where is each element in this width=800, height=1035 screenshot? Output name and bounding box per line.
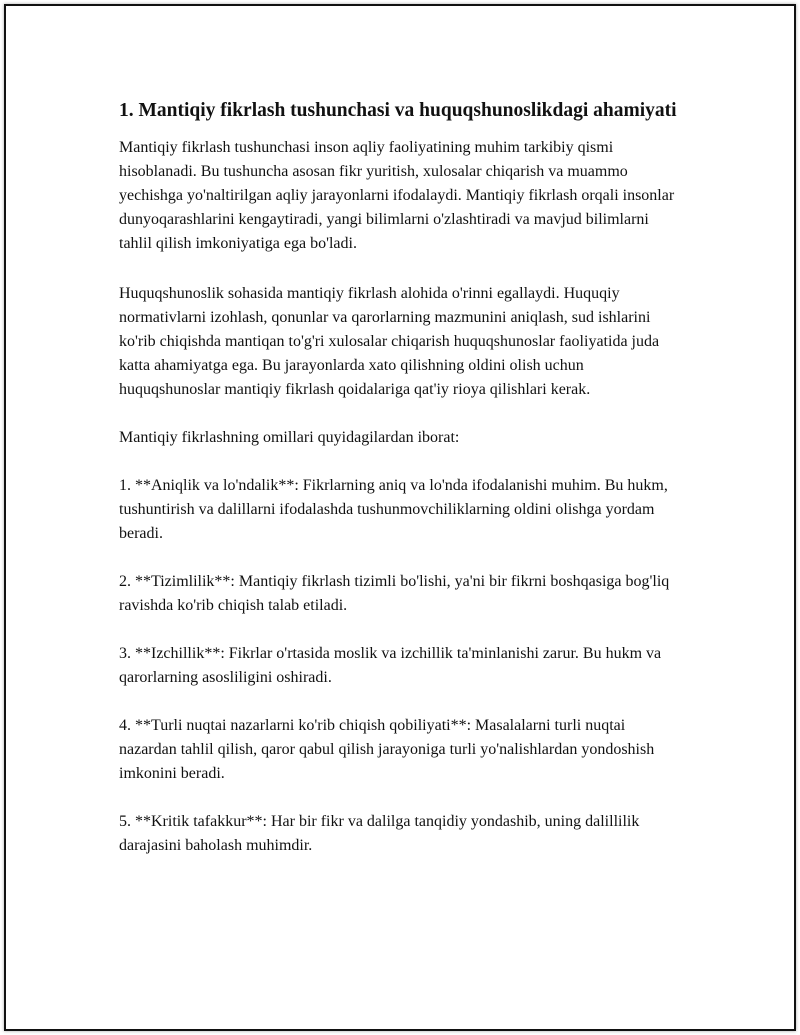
factor-item-accuracy: 1. **Aniqlik va lo'ndalik**: Fikrlarning aniq va lo'nda ifodalanishi muhim. Bu hukm, tushuntirish va dalillarni ifodalashda tushunmovchiliklarning oldini olishga yordam beradi. [119, 477, 668, 542]
factor-item-systematic: 2. **Tizimlilik**: Mantiqiy fikrlash tizimli bo'lishi, ya'ni bir fikrni boshqasiga bog'liq ravishda ko'rib chiqish talab etiladi. [119, 573, 670, 614]
paragraph-law: Huquqshunoslik sohasida mantiqiy fikrlash alohida o'rinni egallaydi. Huquqiy normativlarni izohlash, qonunlar va qarorlarning mazmunini aniqlash, sud ishlarini ko'rib chiqishda mantiqan to'g'ri xulosalar chiqarish huquqshunoslar faoliyatida juda katta ahamiyatga ega. Bu jarayonlarda xato qilishning oldini olish uchun huquqshunoslar mantiqiy fikrlash qoidalariga qat'iy rioya qilishlari kerak. [119, 285, 660, 398]
document-page [4, 4, 796, 1031]
document-body [119, 98, 679, 882]
paragraph-concept: Mantiqiy fikrlash tushunchasi inson aqliy faoliyatining muhim tarkibiy qismi hisoblanadi. Bu tushuncha asosan fikr yuritish, xulosalar chiqarish va muammo yechishga yo'naltirilgan aqliy jarayonlarni ifodalaydi. Mantiqiy fikrlash orqali insonlar dunyoqarashlarini kengaytiradi, yangi bilimlarni o'zlashtiradi va mavjud bilimlarni tahlil qilish imkoniyatiga ega bo'ladi. [119, 139, 675, 252]
factor-item-consistency: 3. **Izchillik**: Fikrlar o'rtasida moslik va izchillik ta'minlanishi zarur. Bu hukm va qarorlarning asosliligini oshiradi. [119, 645, 662, 686]
section-heading: 1. Mantiqiy fikrlash tushunchasi va huquqshunoslikdagi ahamiyati [119, 100, 677, 121]
factor-item-critical-thinking: 5. **Kritik tafakkur**: Har bir fikr va dalilga tanqidiy yondashib, uning dalillilik darajasini baholash muhimdir. [119, 813, 640, 854]
factor-item-perspectives: 4. **Turli nuqtai nazarlarni ko'rib chiqish qobiliyati**: Masalalarni turli nuqtai nazardan tahlil qilish, qaror qabul qilish jarayoniga turli yo'nalishlardan yondoshish imkonini beradi. [119, 717, 655, 782]
paragraph-factors-intro: Mantiqiy fikrlashning omillari quyidagilardan iborat: [119, 429, 460, 446]
